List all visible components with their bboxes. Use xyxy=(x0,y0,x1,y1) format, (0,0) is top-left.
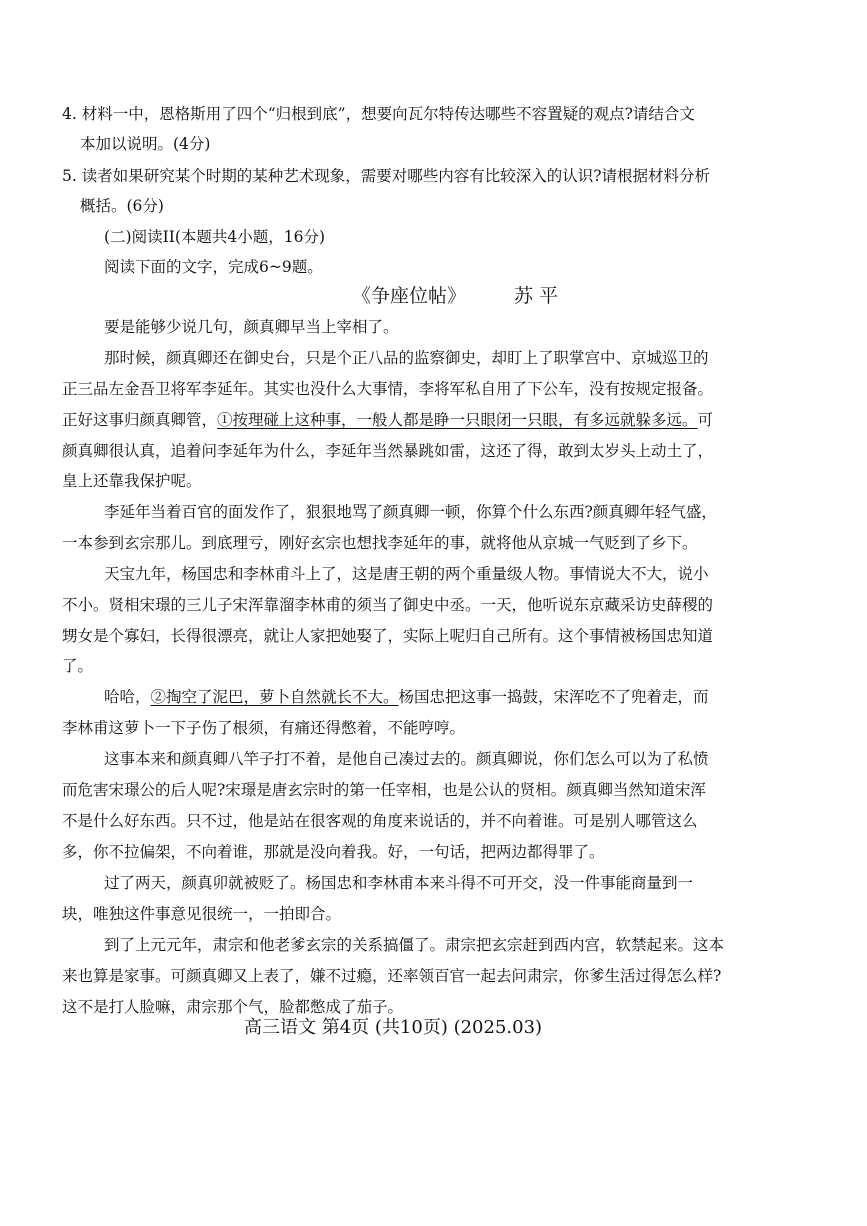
paragraph-4-line-3: 甥女是个寡妇，长得很漂亮，就让人家把她娶了，实际上呢归自己所有。这个事情被杨国忠知道 xyxy=(62,627,714,645)
paragraph-4-line-2: 不小。贤相宋璟的三儿子宋浑靠溜李林甫的须当了御史中丞。一天，他听说东京藏采访史薛稷的 xyxy=(62,596,714,614)
paragraph-3-line-1: 李延年当着百官的面发作了，狠狠地骂了颜真卿一顿，你算个什么东西?颜真卿年轻气盛， xyxy=(104,503,717,521)
paragraph-2-line-3 xyxy=(62,410,713,430)
paragraph-2-line-5: 皇上还靠我保护呢。 xyxy=(62,472,202,490)
paragraph-5-line-1-tail: 杨国忠把这事一捣鼓，宋浑吃不了兜着走，而 xyxy=(398,688,709,706)
paragraph-1: 要是能够少说几句，颜真卿早当上宰相了。 xyxy=(104,318,399,336)
question-4-line-2: 本加以说明。(4分) xyxy=(80,135,211,153)
underlined-sentence-2: ②掏空了泥巴，萝卜自然就长不大。 xyxy=(150,688,399,706)
paragraph-7-line-1: 过了两天，颜真卯就被贬了。杨国忠和李林甫本来斗得不可开交，没一件事能商量到一 xyxy=(104,874,694,892)
paragraph-8-line-2: 来也算是家事。可颜真卿又上表了，嫌不过瘾，还率领百官一起去问肃宗，你爹生活过得怎么样? xyxy=(62,967,722,985)
paragraph-6-line-2: 而危害宋璟公的后人呢?宋璟是唐玄宗时的第一任宰相，也是公认的贤相。颜真卿当然知道宋浑 xyxy=(62,781,706,799)
paragraph-5-line-1-lead: 哈哈， xyxy=(104,688,151,706)
paragraph-3-line-2: 一本参到玄宗那儿。到底理亏，刚好玄宗也想找李延年的事，就将他从京城一气贬到了乡下。 xyxy=(62,534,698,552)
question-5-line-1: 5. 读者如果研究某个时期的某种艺术现象，需要对哪些内容有比较深入的认识?请根据材料分析 xyxy=(62,167,711,185)
paragraph-4-line-4: 了。 xyxy=(62,657,94,675)
underlined-sentence-1: ①按理碰上这种事，一般人都是睁一只眼闭一只眼，有多远就躲多远。 xyxy=(217,411,698,429)
paragraph-2-line-4: 颜真卿很认真，追着问李延年为什么，李延年当然暴跳如雷，这还了得，敢到太岁头上动土了， xyxy=(62,442,714,460)
article-author: 苏 平 xyxy=(514,285,559,307)
paragraph-2-line-1: 那时候，颜真卿还在御史台，只是个正八品的监察御史，却盯上了职掌宫中、京城巡卫的 xyxy=(104,349,709,367)
article-title: 《争座位帖》 xyxy=(352,285,467,307)
question-5-line-2: 概括。(6分) xyxy=(80,197,164,215)
paragraph-8-line-1: 到了上元元年，肃宗和他老爹玄宗的关系搞僵了。肃宗把玄宗赶到西内宫，软禁起来。这本 xyxy=(104,936,725,954)
paragraph-2-line-3-tail: 可 xyxy=(697,411,714,429)
paragraph-5-line-1 xyxy=(104,687,709,707)
paragraph-7-line-2: 块，唯独这件事意见很统一，一拍即合。 xyxy=(62,905,342,923)
paragraph-8-line-3: 这不是打人脸嘛，肃宗那个气，脸都憋成了茄子。 xyxy=(62,998,404,1016)
question-4-line-1: 4. 材料一中，恩格斯用了四个“归根到底”，想要向瓦尔特传达哪些不容置疑的观点?请结合文 xyxy=(62,105,695,123)
paragraph-2-line-2: 正三品左金吾卫将军李延年。其实也没什么大事情，李将军私自用了下公车，没有按规定报备。 xyxy=(62,380,714,398)
paragraph-2-line-3-lead: 正好这事归颜真卿管， xyxy=(62,411,218,429)
section-instruction: 阅读下面的文字，完成6~9题。 xyxy=(104,258,323,276)
paragraph-4-line-1: 天宝九年，杨国忠和李林甫斗上了，这是唐王朝的两个重量级人物。事情说大不大，说小 xyxy=(104,565,709,583)
page-footer: 高三语文 第4页 (共10页) (2025.03) xyxy=(244,1017,543,1038)
paragraph-6-line-1: 这事本来和颜真卿八竿子打不着，是他自己凑过去的。颜真卿说，你们怎么可以为了私愤 xyxy=(104,750,709,768)
section-heading: (二)阅读II(本题共4小题，16分) xyxy=(104,228,326,246)
paragraph-5-line-2: 李林甫这萝卜一下子伤了根须，有痛还得憋着，不能哼哼。 xyxy=(62,719,466,737)
paragraph-6-line-4: 多，你不拉偏架，不向着谁，那就是没向着我。好，一句话，把两边都得罪了。 xyxy=(62,843,605,861)
paragraph-6-line-3: 不是什么好东西。只不过，他是站在很客观的角度来说话的，并不向着谁。可是别人哪管这么 xyxy=(62,812,698,830)
